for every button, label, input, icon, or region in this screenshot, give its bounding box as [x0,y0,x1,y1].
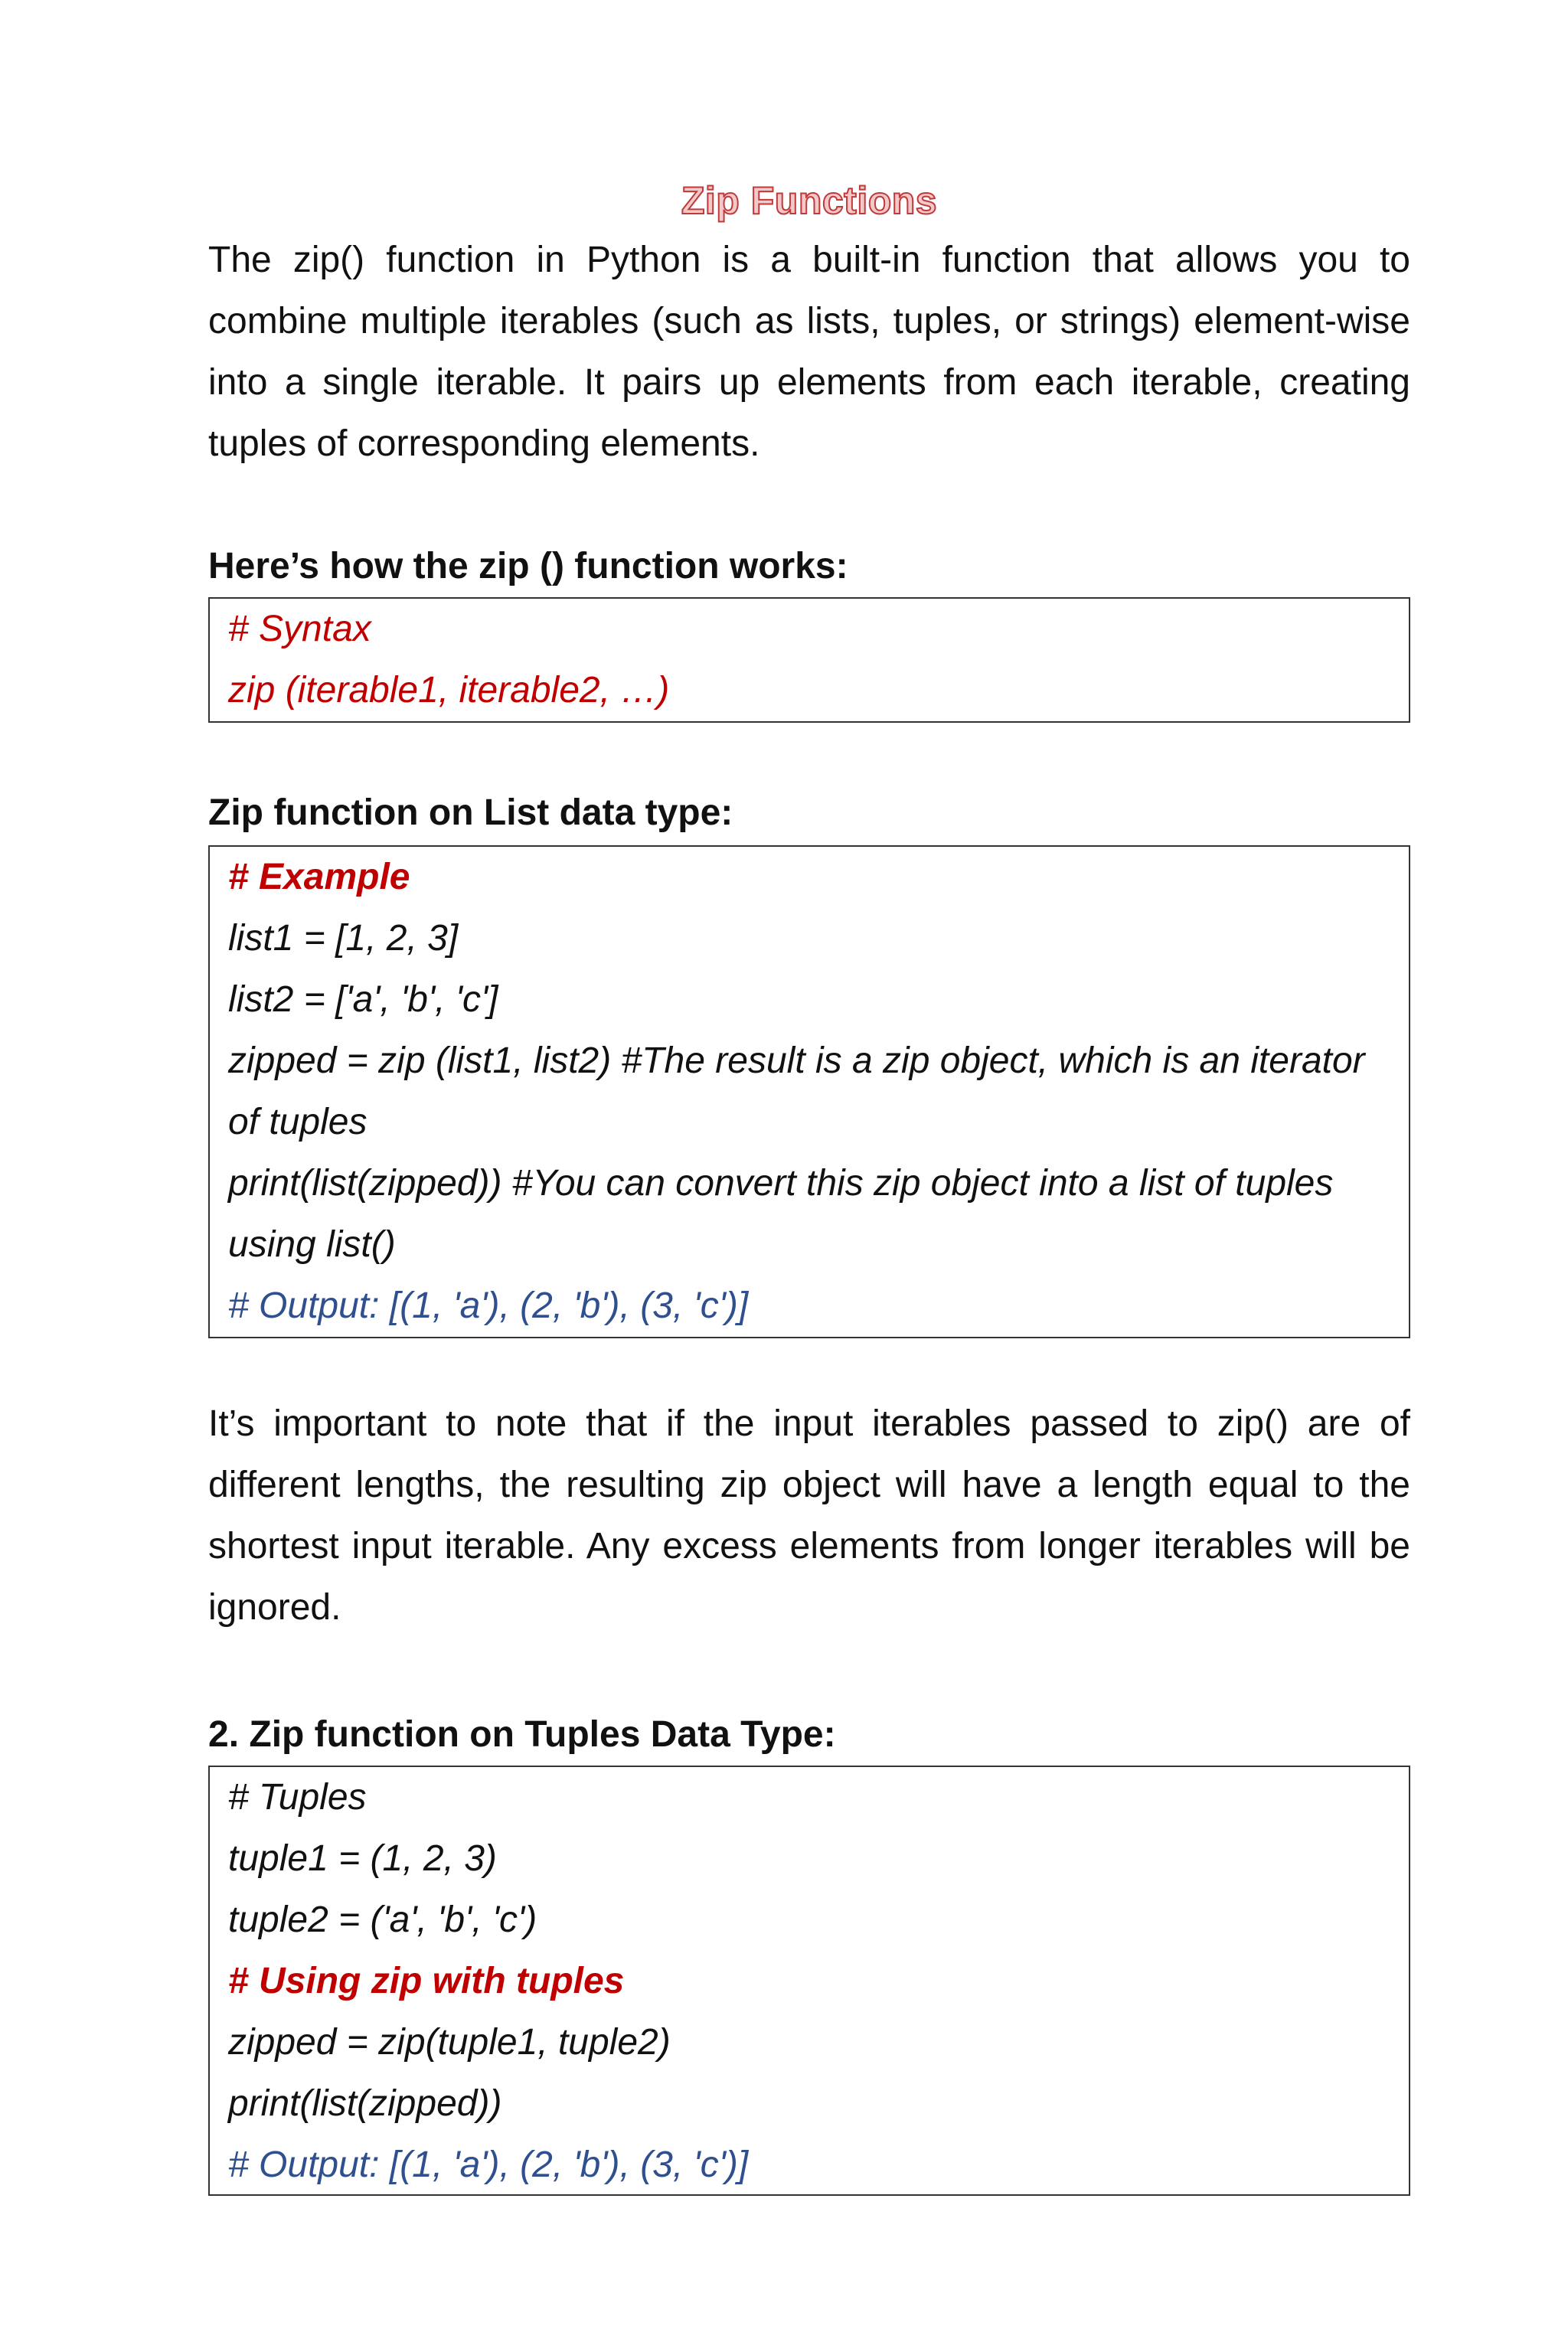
heading-tuples-example: 2. Zip function on Tuples Data Type: [208,1714,836,1755]
syntax-code-box [208,597,1410,723]
list-example-line-1: list1 = [1, 2, 3] [228,918,459,959]
note-paragraph: It’s important to note that if the input iterables passed to zip() are of different lengths, the resulting zip object will have a length equal to the shortest input iterable. Any excess elements from longer iterables will be ignored. [208,1403,1410,1628]
tuples-example-comment: # Tuples [228,1777,367,1818]
list-example-comment: # Example [228,857,410,897]
tuples-example-line-4: print(list(zipped)) [228,2083,502,2124]
list-example-output: # Output: [(1, 'a'), (2, 'b'), (3, 'c')] [228,1285,749,1326]
list-example-code-box [208,845,1410,1338]
heading-list-example: Zip function on List data type: [208,792,733,833]
page-title: Zip Functions [681,179,938,222]
list-example-line-3: zipped = zip (list1, list2) #The result is a zip object, which is an iterator of tuples [228,1040,1375,1142]
tuples-example-line-1: tuple1 = (1, 2, 3) [228,1838,497,1879]
syntax-comment: # Syntax [228,609,371,649]
tuples-example-output: # Output: [(1, 'a'), (2, 'b'), (3, 'c')] [228,2145,749,2185]
intro-paragraph: The zip() function in Python is a built-in function that allows you to combine multiple iterables (such as lists, tuples, or strings) element-wise into a single iterable. It pairs up elements from each iterable, creating tuples of corresponding elements. [208,240,1410,464]
tuples-example-line-3: zipped = zip(tuple1, tuple2) [228,2022,671,2063]
tuples-example-code-box [208,1766,1410,2196]
syntax-code: zip (iterable1, iterable2, …) [228,670,670,710]
tuples-example-comment-2: # Using zip with tuples [228,1961,625,2001]
list-example-line-4: print(list(zipped)) #You can convert this zip object into a list of tuples using list() [228,1163,1344,1265]
heading-how-it-works: Here’s how the zip () function works: [208,546,848,586]
list-example-line-2: list2 = ['a', 'b', 'c'] [228,979,498,1020]
tuples-example-line-2: tuple2 = ('a', 'b', 'c') [228,1900,537,1940]
